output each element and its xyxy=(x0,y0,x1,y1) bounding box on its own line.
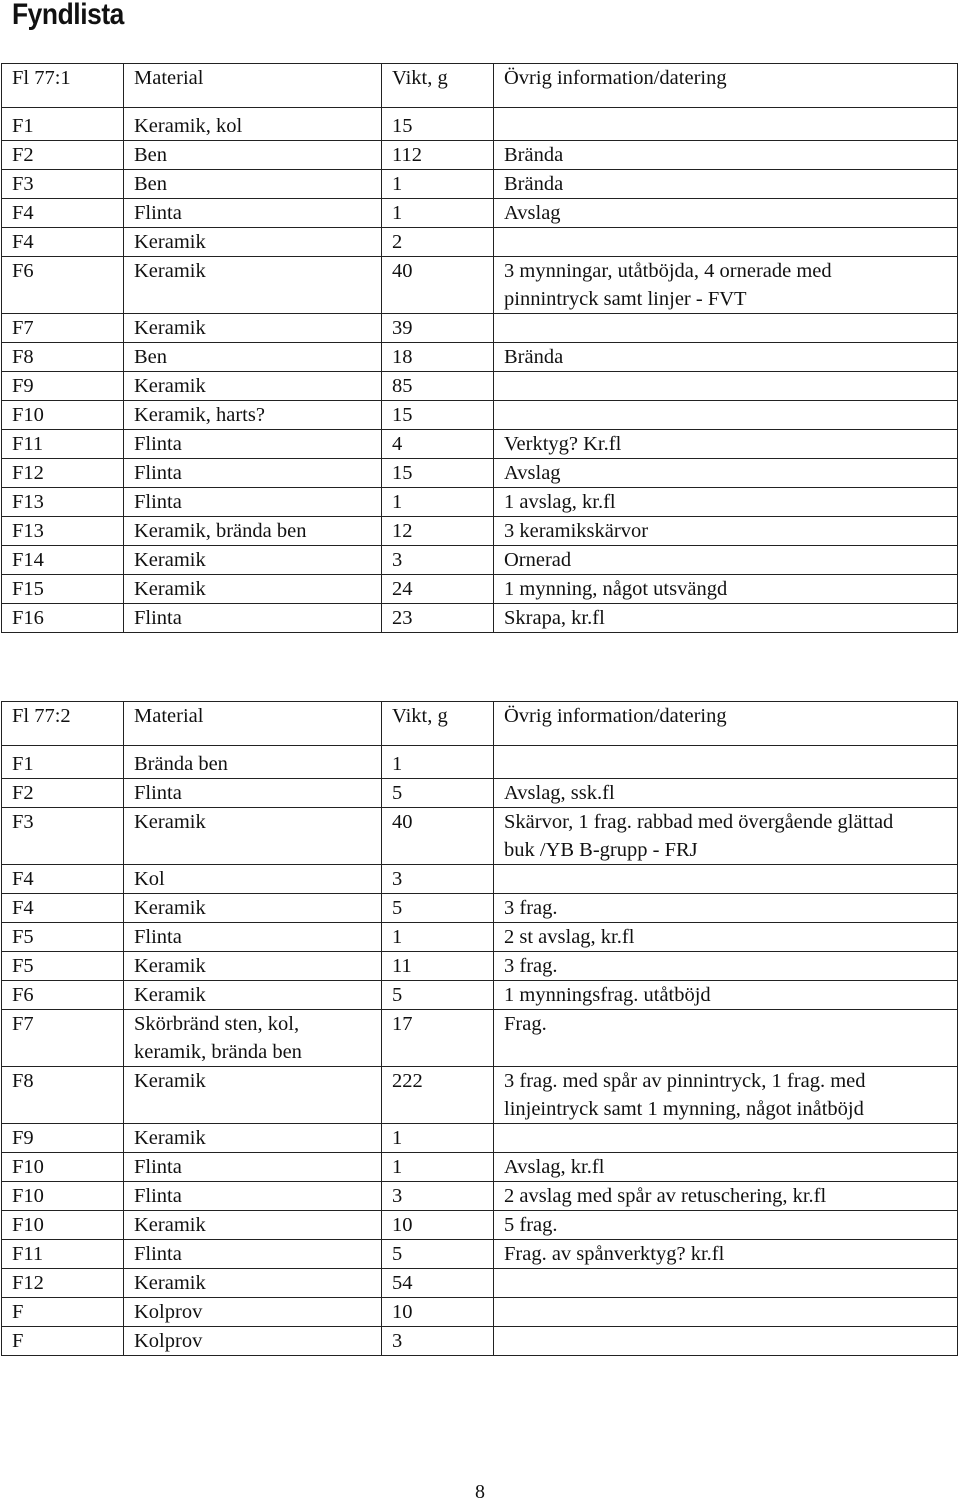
material-cell: Skörbränd sten, kol, keramik, brända ben xyxy=(124,1010,382,1067)
material-cell: Flinta xyxy=(124,1153,382,1182)
table-row xyxy=(2,1124,958,1153)
weight-cell: 15 xyxy=(382,108,494,141)
feature-cell: F7 xyxy=(2,1010,124,1067)
find-table-fl77-2 xyxy=(1,701,958,1356)
info-cell: Brända xyxy=(494,170,958,199)
info-cell: Brända xyxy=(494,343,958,372)
material-cell: Keramik xyxy=(124,546,382,575)
material-cell: Kolprov xyxy=(124,1298,382,1327)
table-header-row xyxy=(2,64,958,108)
weight-cell: 10 xyxy=(382,1211,494,1240)
info-cell xyxy=(494,1298,958,1327)
header-cell-material: Material xyxy=(124,702,382,746)
info-cell xyxy=(494,401,958,430)
weight-cell: 3 xyxy=(382,1182,494,1211)
weight-cell: 18 xyxy=(382,343,494,372)
feature-cell: F16 xyxy=(2,604,124,633)
feature-cell: F9 xyxy=(2,372,124,401)
table-row xyxy=(2,779,958,808)
material-cell: Keramik, kol xyxy=(124,108,382,141)
feature-cell: F xyxy=(2,1327,124,1356)
weight-cell: 5 xyxy=(382,779,494,808)
table-row xyxy=(2,372,958,401)
info-cell: 3 frag. xyxy=(494,894,958,923)
info-cell: 1 mynningsfrag. utåtböjd xyxy=(494,981,958,1010)
info-cell: Ornerad xyxy=(494,546,958,575)
weight-cell: 4 xyxy=(382,430,494,459)
material-cell: Keramik xyxy=(124,372,382,401)
table-row xyxy=(2,199,958,228)
table-row xyxy=(2,488,958,517)
info-cell xyxy=(494,108,958,141)
weight-cell: 3 xyxy=(382,865,494,894)
table-row xyxy=(2,314,958,343)
table-row xyxy=(2,952,958,981)
material-cell: Keramik xyxy=(124,894,382,923)
feature-cell: F xyxy=(2,1298,124,1327)
feature-cell: F3 xyxy=(2,808,124,865)
weight-cell: 3 xyxy=(382,546,494,575)
material-cell: Keramik xyxy=(124,808,382,865)
info-cell: 3 keramikskärvor xyxy=(494,517,958,546)
material-cell: Ben xyxy=(124,170,382,199)
info-cell: 3 frag. med spår av pinnintryck, 1 frag. med linjeintryck samt 1 mynning, något inåtböjd xyxy=(494,1067,958,1124)
material-cell: Keramik xyxy=(124,257,382,314)
material-cell: Keramik xyxy=(124,228,382,257)
material-cell: Keramik xyxy=(124,1211,382,1240)
material-cell: Flinta xyxy=(124,1182,382,1211)
table-row xyxy=(2,401,958,430)
weight-cell: 2 xyxy=(382,228,494,257)
info-cell: 3 frag. xyxy=(494,952,958,981)
feature-cell: F10 xyxy=(2,401,124,430)
table-row xyxy=(2,746,958,779)
feature-cell: F13 xyxy=(2,517,124,546)
header-cell-info: Övrig information/datering xyxy=(494,64,958,108)
feature-cell: F8 xyxy=(2,1067,124,1124)
material-cell: Flinta xyxy=(124,923,382,952)
feature-cell: F14 xyxy=(2,546,124,575)
feature-cell: F2 xyxy=(2,779,124,808)
info-cell: Avslag xyxy=(494,459,958,488)
header-cell-feature: Fl 77:1 xyxy=(2,64,124,108)
weight-cell: 1 xyxy=(382,199,494,228)
weight-cell: 15 xyxy=(382,401,494,430)
table-row xyxy=(2,430,958,459)
table-row xyxy=(2,228,958,257)
info-cell: Skärvor, 1 frag. rabbad med övergående glättad buk /YB B-grupp - FRJ xyxy=(494,808,958,865)
feature-cell: F7 xyxy=(2,314,124,343)
table-row xyxy=(2,170,958,199)
table-row xyxy=(2,1067,958,1124)
feature-cell: F11 xyxy=(2,430,124,459)
table-row xyxy=(2,981,958,1010)
material-cell: Ben xyxy=(124,141,382,170)
info-cell: 3 mynningar, utåtböjda, 4 ornerade med pinnintryck samt linjer - FVT xyxy=(494,257,958,314)
material-cell: Flinta xyxy=(124,430,382,459)
table-row xyxy=(2,1010,958,1067)
table-row xyxy=(2,141,958,170)
info-cell: 2 avslag med spår av retuschering, kr.fl xyxy=(494,1182,958,1211)
info-cell: Verktyg? Kr.fl xyxy=(494,430,958,459)
material-cell: Flinta xyxy=(124,1240,382,1269)
feature-cell: F10 xyxy=(2,1182,124,1211)
weight-cell: 3 xyxy=(382,1327,494,1356)
info-cell: Frag. xyxy=(494,1010,958,1067)
material-cell: Keramik xyxy=(124,1067,382,1124)
material-cell: Keramik xyxy=(124,575,382,604)
table-row xyxy=(2,575,958,604)
table-row xyxy=(2,808,958,865)
info-cell xyxy=(494,314,958,343)
info-cell: Brända xyxy=(494,141,958,170)
table-row xyxy=(2,546,958,575)
weight-cell: 23 xyxy=(382,604,494,633)
material-cell: Kol xyxy=(124,865,382,894)
weight-cell: 10 xyxy=(382,1298,494,1327)
info-cell: 1 avslag, kr.fl xyxy=(494,488,958,517)
weight-cell: 1 xyxy=(382,488,494,517)
table-row xyxy=(2,1298,958,1327)
weight-cell: 85 xyxy=(382,372,494,401)
material-cell: Flinta xyxy=(124,459,382,488)
table-row xyxy=(2,1240,958,1269)
table-header-row xyxy=(2,702,958,746)
feature-cell: F13 xyxy=(2,488,124,517)
feature-cell: F10 xyxy=(2,1211,124,1240)
info-cell: Skrapa, kr.fl xyxy=(494,604,958,633)
feature-cell: F10 xyxy=(2,1153,124,1182)
table-row xyxy=(2,1211,958,1240)
weight-cell: 1 xyxy=(382,923,494,952)
info-cell xyxy=(494,1327,958,1356)
material-cell: Keramik, harts? xyxy=(124,401,382,430)
weight-cell: 5 xyxy=(382,981,494,1010)
table-row xyxy=(2,257,958,314)
feature-cell: F3 xyxy=(2,170,124,199)
info-cell: Avslag, kr.fl xyxy=(494,1153,958,1182)
table-row xyxy=(2,865,958,894)
table-row xyxy=(2,1327,958,1356)
material-cell: Brända ben xyxy=(124,746,382,779)
info-cell xyxy=(494,746,958,779)
feature-cell: F5 xyxy=(2,952,124,981)
material-cell: Keramik, brända ben xyxy=(124,517,382,546)
material-cell: Keramik xyxy=(124,952,382,981)
weight-cell: 39 xyxy=(382,314,494,343)
weight-cell: 1 xyxy=(382,746,494,779)
table-row xyxy=(2,894,958,923)
weight-cell: 40 xyxy=(382,257,494,314)
info-cell: 2 st avslag, kr.fl xyxy=(494,923,958,952)
material-cell: Keramik xyxy=(124,981,382,1010)
weight-cell: 5 xyxy=(382,1240,494,1269)
feature-cell: F2 xyxy=(2,141,124,170)
feature-cell: F6 xyxy=(2,257,124,314)
table-row xyxy=(2,923,958,952)
weight-cell: 12 xyxy=(382,517,494,546)
weight-cell: 24 xyxy=(382,575,494,604)
weight-cell: 40 xyxy=(382,808,494,865)
table-row xyxy=(2,1153,958,1182)
material-cell: Flinta xyxy=(124,199,382,228)
table-row xyxy=(2,517,958,546)
info-cell: Avslag xyxy=(494,199,958,228)
table-row xyxy=(2,343,958,372)
feature-cell: F4 xyxy=(2,228,124,257)
info-cell xyxy=(494,228,958,257)
material-cell: Kolprov xyxy=(124,1327,382,1356)
info-cell: 5 frag. xyxy=(494,1211,958,1240)
page-number: 8 xyxy=(475,1481,485,1503)
feature-cell: F5 xyxy=(2,923,124,952)
material-cell: Flinta xyxy=(124,488,382,517)
weight-cell: 17 xyxy=(382,1010,494,1067)
table-row xyxy=(2,459,958,488)
material-cell: Keramik xyxy=(124,314,382,343)
feature-cell: F4 xyxy=(2,894,124,923)
info-cell xyxy=(494,1124,958,1153)
feature-cell: F8 xyxy=(2,343,124,372)
header-cell-feature: Fl 77:2 xyxy=(2,702,124,746)
weight-cell: 222 xyxy=(382,1067,494,1124)
material-cell: Ben xyxy=(124,343,382,372)
header-cell-weight: Vikt, g xyxy=(382,64,494,108)
info-cell xyxy=(494,865,958,894)
material-cell: Flinta xyxy=(124,779,382,808)
feature-cell: F15 xyxy=(2,575,124,604)
feature-cell: F4 xyxy=(2,199,124,228)
feature-cell: F12 xyxy=(2,1269,124,1298)
feature-cell: F12 xyxy=(2,459,124,488)
feature-cell: F6 xyxy=(2,981,124,1010)
feature-cell: F1 xyxy=(2,108,124,141)
table-row xyxy=(2,604,958,633)
header-cell-info: Övrig information/datering xyxy=(494,702,958,746)
header-cell-weight: Vikt, g xyxy=(382,702,494,746)
material-cell: Keramik xyxy=(124,1269,382,1298)
table-row xyxy=(2,108,958,141)
weight-cell: 1 xyxy=(382,1153,494,1182)
feature-cell: F4 xyxy=(2,865,124,894)
info-cell: Frag. av spånverktyg? kr.fl xyxy=(494,1240,958,1269)
material-cell: Keramik xyxy=(124,1124,382,1153)
table-row xyxy=(2,1269,958,1298)
info-cell xyxy=(494,1269,958,1298)
feature-cell: F9 xyxy=(2,1124,124,1153)
feature-cell: F11 xyxy=(2,1240,124,1269)
feature-cell: F1 xyxy=(2,746,124,779)
material-cell: Flinta xyxy=(124,604,382,633)
header-cell-material: Material xyxy=(124,64,382,108)
weight-cell: 5 xyxy=(382,894,494,923)
page-title: Fyndlista xyxy=(12,0,124,31)
weight-cell: 11 xyxy=(382,952,494,981)
weight-cell: 54 xyxy=(382,1269,494,1298)
weight-cell: 1 xyxy=(382,170,494,199)
weight-cell: 112 xyxy=(382,141,494,170)
info-cell: Avslag, ssk.fl xyxy=(494,779,958,808)
info-cell: 1 mynning, något utsvängd xyxy=(494,575,958,604)
info-cell xyxy=(494,372,958,401)
find-table-fl77-1 xyxy=(1,63,958,633)
weight-cell: 1 xyxy=(382,1124,494,1153)
table-row xyxy=(2,1182,958,1211)
weight-cell: 15 xyxy=(382,459,494,488)
